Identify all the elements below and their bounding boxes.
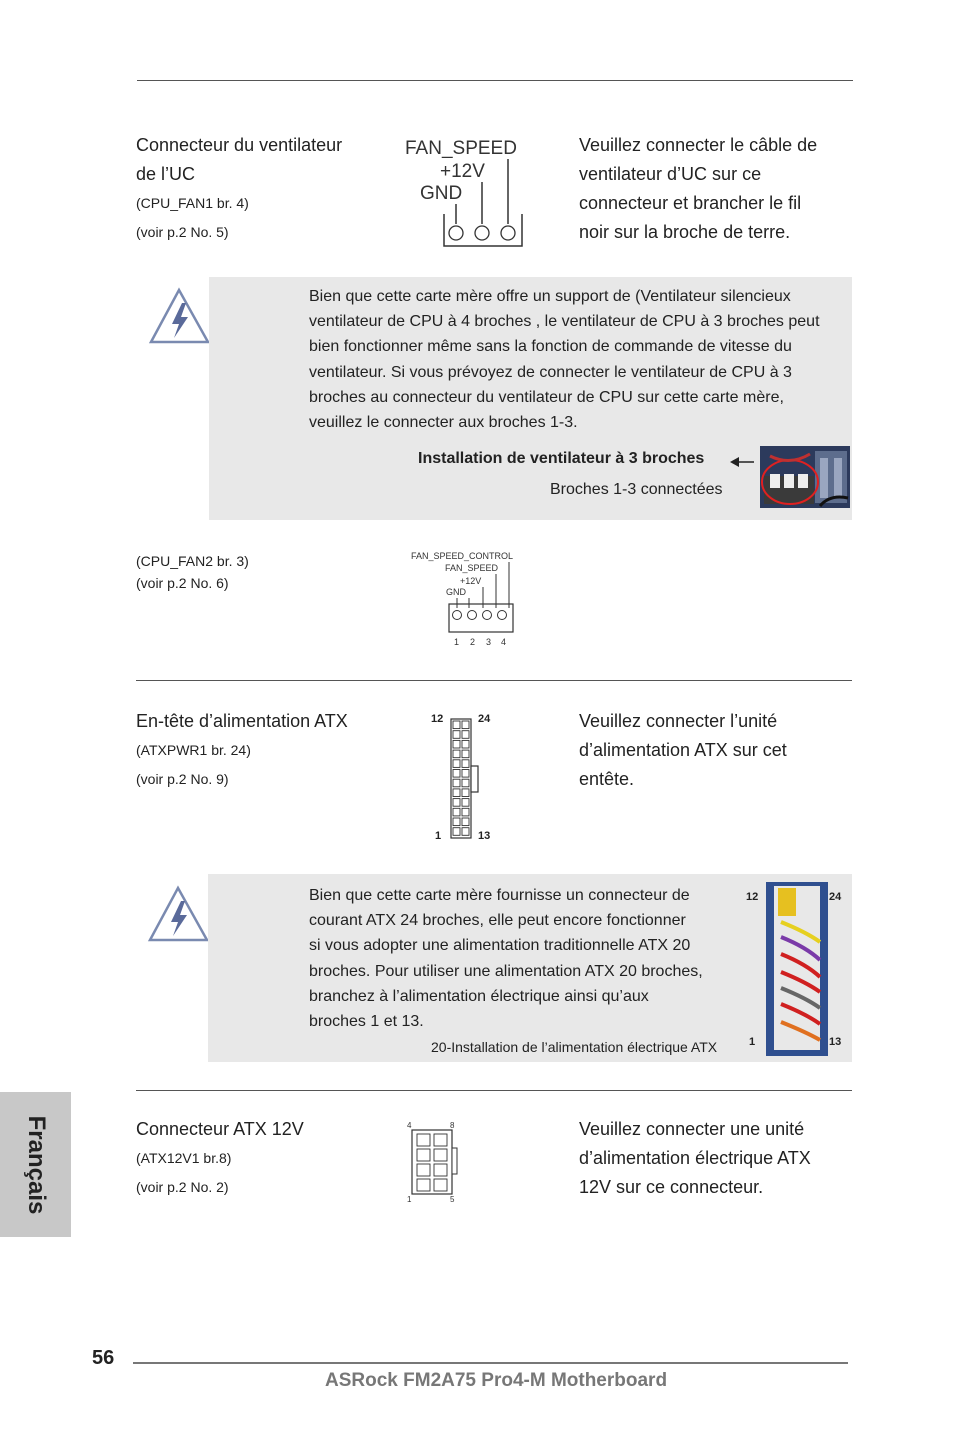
cpu-fan1-12v-label: +12V bbox=[440, 161, 485, 182]
atx20-install-caption: 20-Installation de l’alimentation électrique ATX bbox=[431, 1039, 718, 1055]
atx12v-pin-label: 4 bbox=[407, 1121, 412, 1130]
atx12v-label-block bbox=[136, 1115, 396, 1202]
cpu-fan2-see: (voir p.2 No. 6) bbox=[136, 575, 229, 591]
cpu-fan2-fan-speed-label: FAN_SPEED bbox=[445, 563, 499, 573]
cpu-fan1-desc-line: connecteur et brancher le fil bbox=[579, 193, 802, 213]
cpu-fan2-pin-label: 2 bbox=[470, 637, 476, 647]
atx12v-pin-label: 8 bbox=[450, 1121, 455, 1130]
note1-text bbox=[309, 284, 849, 435]
atx-description bbox=[579, 707, 849, 794]
atx-see: (voir p.2 No. 9) bbox=[136, 771, 229, 787]
atx24-pin-diagram bbox=[425, 708, 500, 846]
atx-photo-label: 12 bbox=[746, 891, 759, 903]
atx-photo-label: 1 bbox=[749, 1036, 756, 1048]
arrow-left-icon bbox=[729, 455, 755, 469]
footer-title: ASRock FM2A75 Pro4-M Motherboard bbox=[325, 1370, 668, 1391]
atx12v-desc-line: 12V sur ce connecteur. bbox=[579, 1177, 764, 1197]
cpu-fan1-desc-line: Veuillez connecter le câble de bbox=[579, 135, 818, 155]
cpu-fan2-label-block bbox=[136, 550, 249, 594]
note2-line: si vous adopter une alimentation traditionnelle ATX 20 bbox=[309, 937, 691, 955]
cpu-fan2-gnd-label: GND bbox=[446, 587, 466, 597]
fan-connector-photo bbox=[760, 446, 850, 508]
atx-photo-label: 24 bbox=[829, 891, 842, 903]
atx12v-title: Connecteur ATX 12V bbox=[136, 1119, 304, 1139]
cpu-fan1-description bbox=[579, 131, 849, 247]
cpu-fan1-fan-speed-label: FAN_SPEED bbox=[405, 138, 517, 159]
atx12v-description bbox=[579, 1115, 849, 1202]
note1-line: bien fonctionner même sans la fonction de commande de vitesse du bbox=[309, 338, 792, 356]
atx12v-desc-line: Veuillez connecter une unité bbox=[579, 1119, 805, 1139]
pins-connected-label: Broches 1-3 connectées bbox=[550, 481, 723, 498]
note2-line: broches. Pour utiliser une alimentation ATX 20 broches, bbox=[309, 962, 703, 980]
note2-line: broches 1 et 13. bbox=[309, 1013, 424, 1031]
cpu-fan2-pin-label: 1 bbox=[454, 637, 460, 647]
atx12v-pin-label: 5 bbox=[450, 1195, 455, 1204]
atx-desc-line: d’alimentation ATX sur cet bbox=[579, 740, 787, 760]
note2-line: courant ATX 24 broches, elle peut encore fonctionner bbox=[309, 912, 686, 930]
top-rule bbox=[137, 80, 853, 81]
atx-ref: (ATXPWR1 br. 24) bbox=[136, 742, 251, 758]
cpu-fan2-pin-label: 3 bbox=[486, 637, 492, 647]
note2-line: Bien que cette carte mère fournisse un connecteur de bbox=[309, 887, 690, 904]
section-divider bbox=[136, 1090, 852, 1091]
cpu-fan2-ref: (CPU_FAN2 br. 3) bbox=[136, 553, 249, 569]
language-side-tab bbox=[0, 1092, 71, 1237]
atx-pin-label: 1 bbox=[435, 830, 442, 842]
note2-text bbox=[309, 883, 739, 1034]
atx-desc-line: Veuillez connecter l’unité bbox=[579, 711, 778, 731]
cpu-fan2-12v-label: +12V bbox=[460, 576, 482, 586]
cpu-fan1-gnd-label: GND bbox=[420, 183, 463, 204]
footer-rule bbox=[133, 1362, 848, 1364]
cpu-fan1-label-block bbox=[136, 131, 386, 247]
note1-line: Bien que cette carte mère offre un support de (Ventilateur silencieux bbox=[309, 288, 791, 305]
cpu-fan1-diagram bbox=[400, 132, 540, 252]
atx12v-see: (voir p.2 No. 2) bbox=[136, 1179, 229, 1195]
cpu-fan1-desc-line: ventilateur d’UC sur ce bbox=[579, 164, 762, 184]
fan-install-label: Installation de ventilateur à 3 broches bbox=[418, 450, 705, 467]
cpu-fan1-see: (voir p.2 No. 5) bbox=[136, 224, 229, 240]
atx-photo-label: 13 bbox=[829, 1036, 842, 1048]
atx12v-pin-label: 1 bbox=[407, 1195, 412, 1204]
atx-pin-label: 24 bbox=[478, 713, 491, 725]
note1-line: ventilateur de CPU à 4 broches , le ventilateur de CPU à 3 broches peut bbox=[309, 313, 820, 331]
cpu-fan1-ref: (CPU_FAN1 br. 4) bbox=[136, 195, 249, 211]
cpu-fan1-title-line2: de l’UC bbox=[136, 164, 196, 184]
atx12v-desc-line: d’alimentation électrique ATX bbox=[579, 1148, 811, 1168]
warning-lightning-icon bbox=[148, 286, 212, 348]
section-divider bbox=[136, 680, 852, 681]
cpu-fan2-pin-label: 4 bbox=[501, 637, 507, 647]
atx-title: En-tête d’alimentation ATX bbox=[136, 711, 348, 731]
note2-line: branchez à l’alimentation électrique ainsi qu’aux bbox=[309, 987, 649, 1005]
note1-line: broches au connecteur du ventilateur de CPU sur cette carte mère, bbox=[309, 388, 784, 406]
language-tab-label: Français bbox=[22, 1115, 50, 1214]
cpu-fan2-control-label: FAN_SPEED_CONTROL bbox=[411, 551, 514, 561]
cpu-fan1-title-line1: Connecteur du ventilateur bbox=[136, 135, 343, 155]
atx-pin-label: 13 bbox=[478, 830, 491, 842]
atx12v-ref: (ATX12V1 br.8) bbox=[136, 1150, 232, 1166]
note1-line: ventilateur. Si vous prévoyez de connecter le ventilateur de CPU à 3 bbox=[309, 363, 792, 381]
atx12v-pin-diagram bbox=[400, 1118, 466, 1206]
atx-desc-line: entête. bbox=[579, 769, 635, 789]
atx-label-block bbox=[136, 707, 396, 794]
atx-pin-label: 12 bbox=[431, 713, 444, 725]
cpu-fan2-diagram bbox=[405, 548, 530, 648]
page-number: 56 bbox=[92, 1347, 115, 1369]
note1-line: veuillez le connecter aux broches 1-3. bbox=[309, 414, 578, 432]
cpu-fan1-desc-line: noir sur la broche de terre. bbox=[579, 222, 791, 242]
warning-lightning-icon bbox=[147, 884, 211, 946]
atx20-connector-photo bbox=[766, 882, 828, 1056]
